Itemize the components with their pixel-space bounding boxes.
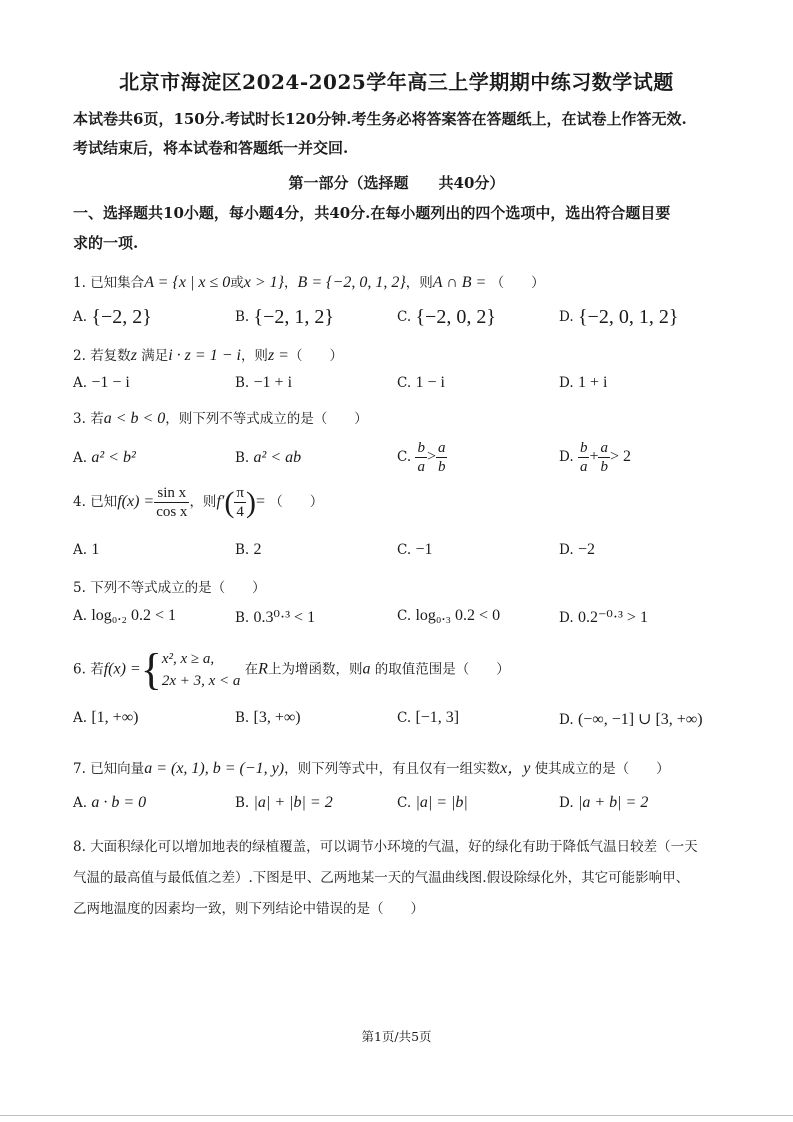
question-5-option-c: C. log₀.₃ 0.2 < 0 [397, 607, 501, 624]
question-4-option-c: C. −1 [397, 541, 433, 558]
notice-line-1: 本试卷共6页，150分.考试时长120分钟.考生务必将答案答在答题纸上，在试卷上作答无效. [73, 110, 687, 128]
question-6-option-a: A. [1, +∞) [73, 709, 139, 726]
question-2-option-c: C. 1 − i [397, 374, 445, 391]
question-5: 5. 下列不等式成立的是（ ） [73, 580, 266, 596]
question-2: 2. 若复数z 满足i · z = 1 − i，则z =（ ） [73, 347, 343, 364]
page-title: 北京市海淀区2024-2025学年高三上学期期中练习数学试题 [119, 70, 674, 94]
section-instruction-1: 一、选择题共10小题，每小题4分，共40分.在每小题列出的四个选项中，选出符合题目要 [73, 204, 671, 222]
section-heading: 第一部分（选择题 共40分） [288, 174, 505, 192]
question-2-option-d: D. 1 + i [559, 374, 608, 391]
question-7-option-b: B. |a| + |b| = 2 [235, 794, 333, 811]
question-3-option-d: D. $\frac{b}{a}$ + $\frac{a}{b}$ > 2 [559, 440, 631, 475]
question-3-option-a: A. a² < b² [73, 449, 136, 466]
question-6-option-b: B. [3, +∞) [235, 709, 301, 726]
page-footer: 第1页/共5页 [361, 1029, 432, 1044]
notice-line-2: 考试结束后，将本试卷和答题纸一并交回. [73, 139, 349, 157]
question-3-option-c-math: $\frac{b}{a}$ > $\frac{a}{b}$ [417, 440, 446, 475]
question-7-option-a: A. a · b = 0 [73, 794, 147, 811]
question-4-option-b: B. 2 [235, 541, 262, 558]
question-5-option-a: A. log₀.₂ 0.2 < 1 [73, 607, 176, 624]
question-2-option-a: A. −1 − i [73, 374, 130, 391]
question-1-option-a: A. {−2, 2} [73, 306, 152, 328]
question-7-option-d: D. |a + b| = 2 [559, 794, 649, 811]
question-8-line-1: 8. 大面积绿化可以增加地表的绿植覆盖，可以调节小环境的气温，好的绿化有助于降低气温日较差（一天 [73, 839, 698, 855]
question-1-option-d: D. {−2, 0, 1, 2} [559, 306, 679, 328]
question-2-option-b: B. −1 + i [235, 374, 293, 391]
question-6: 6. 若f(x) ={ x², x ≥ a, 2x + 3, x < a 在R上为增函数，则a 的取值范围是（ ） [73, 645, 510, 694]
question-1: 1. 已知集合A = {x | x ≤ 0或x > 1}，B = {−2, 0, 1, 2}，则A ∩ B = （ ） [73, 274, 545, 291]
question-8-line-2: 气温的最高值与最低值之差）.下图是甲、乙两地某一天的气温曲线图.假设除绿化外，其它可能影响甲、 [73, 870, 690, 886]
question-5-option-b: B. 0.3⁰·³ < 1 [235, 609, 316, 626]
question-6-option-c: C. [−1, 3] [397, 709, 460, 726]
question-6-option-d: D. (−∞, −1] ∪ [3, +∞) [559, 711, 703, 728]
question-7: 7. 已知向量a = (x, 1), b = (−1, y)，则下列等式中，有且仅有一组实数x，y 使其成立的是（ ） [73, 760, 670, 777]
question-8-line-3: 乙两地温度的因素均一致，则下列结论中错误的是（ ） [73, 901, 424, 917]
question-3: 3. 若a < b < 0，则下列不等式成立的是（ ） [73, 410, 368, 427]
question-3-option-c: C. $\frac{b}{a}$ > $\frac{a}{b}$ [397, 440, 446, 475]
section-instruction-2: 求的一项. [73, 234, 139, 252]
question-3-option-b: B. a² < ab [235, 449, 302, 466]
question-4-option-a: A. 1 [73, 541, 100, 558]
question-1-option-b: B. {−2, 1, 2} [235, 306, 334, 328]
question-5-option-d: D. 0.2⁻⁰·³ > 1 [559, 609, 648, 626]
question-4-option-d: D. −2 [559, 541, 595, 558]
question-1-option-c: C. {−2, 0, 2} [397, 306, 496, 328]
question-7-option-c: C. |a| = |b| [397, 794, 468, 811]
question-4: 4. 已知f(x) = $\frac{\text{sin x}}{\text{cos x}}$ ，则f′( $\frac{\pi}{4}$ )= （ ） [73, 485, 324, 520]
page-bottom-rule [0, 1115, 793, 1116]
